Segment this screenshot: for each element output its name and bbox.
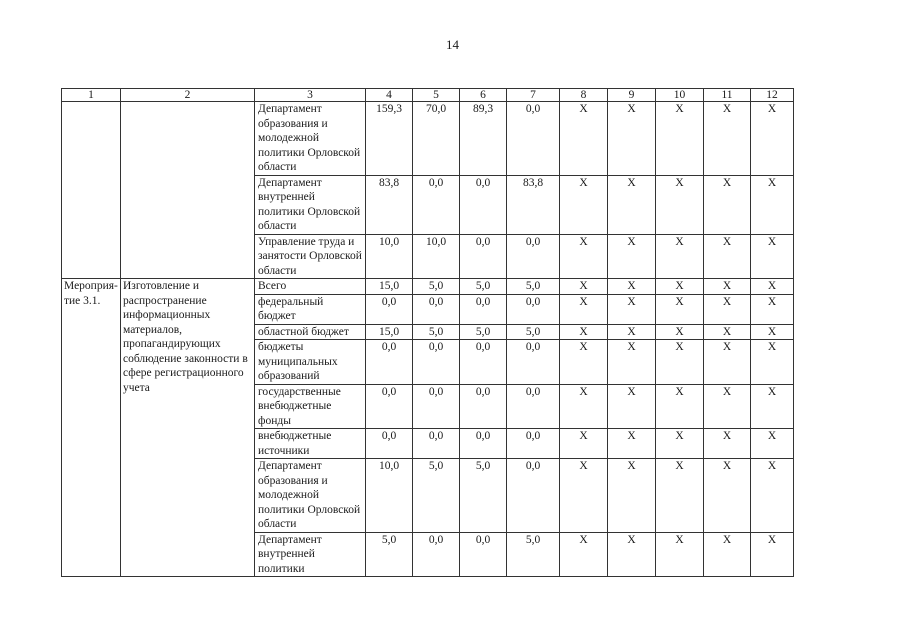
x-mark-cell: Х bbox=[704, 340, 751, 385]
x-mark-cell: Х bbox=[560, 459, 608, 533]
value-col5-cell: 10,0 bbox=[413, 234, 460, 279]
page-number: 14 bbox=[446, 37, 459, 52]
x-mark-cell: Х bbox=[608, 234, 656, 279]
x-mark-cell: Х bbox=[656, 429, 704, 459]
value-col6-cell: 0,0 bbox=[460, 384, 507, 429]
funding-source-cell: Управление труда и занятости Орловской области bbox=[255, 234, 366, 279]
value-col4-cell: 0,0 bbox=[366, 384, 413, 429]
x-mark-cell: Х bbox=[751, 279, 794, 295]
funding-source-cell: государственные внебюджетные фонды bbox=[255, 384, 366, 429]
x-mark-cell: Х bbox=[656, 532, 704, 577]
x-mark-cell: Х bbox=[656, 459, 704, 533]
x-mark-cell: Х bbox=[560, 324, 608, 340]
x-mark-cell: Х bbox=[656, 234, 704, 279]
x-mark-cell: Х bbox=[656, 294, 704, 324]
x-mark-cell: Х bbox=[751, 384, 794, 429]
value-col6-cell: 0,0 bbox=[460, 532, 507, 577]
value-col4-cell: 10,0 bbox=[366, 234, 413, 279]
value-col4-cell: 0,0 bbox=[366, 294, 413, 324]
x-mark-cell: Х bbox=[704, 532, 751, 577]
header-cell: 11 bbox=[704, 89, 751, 102]
x-mark-cell: Х bbox=[560, 340, 608, 385]
funding-source-cell: областной бюджет bbox=[255, 324, 366, 340]
funding-source-cell: федеральный бюджет bbox=[255, 294, 366, 324]
value-col7-cell: 5,0 bbox=[507, 532, 560, 577]
value-col6-cell: 0,0 bbox=[460, 234, 507, 279]
header-cell: 8 bbox=[560, 89, 608, 102]
x-mark-cell: Х bbox=[608, 340, 656, 385]
x-mark-cell: Х bbox=[704, 294, 751, 324]
event-code-cell: Мероприя-тие 3.1. bbox=[62, 279, 121, 577]
x-mark-cell: Х bbox=[751, 532, 794, 577]
x-mark-cell: Х bbox=[608, 324, 656, 340]
header-cell: 6 bbox=[460, 89, 507, 102]
event-title-cell: Изготовление и распространение информационных материалов, пропагандирующих соблюдение законности в сфере регистрационного учета bbox=[121, 279, 255, 577]
value-col6-cell: 0,0 bbox=[460, 175, 507, 234]
value-col5-cell: 0,0 bbox=[413, 429, 460, 459]
event-title-cell-empty bbox=[121, 102, 255, 279]
x-mark-cell: Х bbox=[751, 324, 794, 340]
funding-source-cell: Департамент образования и молодежной политики Орловской области bbox=[255, 102, 366, 176]
x-mark-cell: Х bbox=[704, 429, 751, 459]
value-col6-cell: 0,0 bbox=[460, 294, 507, 324]
header-cell: 4 bbox=[366, 89, 413, 102]
x-mark-cell: Х bbox=[704, 384, 751, 429]
x-mark-cell: Х bbox=[656, 384, 704, 429]
value-col6-cell: 0,0 bbox=[460, 429, 507, 459]
value-col5-cell: 5,0 bbox=[413, 324, 460, 340]
value-col4-cell: 0,0 bbox=[366, 340, 413, 385]
funding-source-cell: Департамент внутренней политики Орловской области bbox=[255, 175, 366, 234]
value-col4-cell: 0,0 bbox=[366, 429, 413, 459]
header-cell: 5 bbox=[413, 89, 460, 102]
x-mark-cell: Х bbox=[608, 429, 656, 459]
header-cell: 7 bbox=[507, 89, 560, 102]
x-mark-cell: Х bbox=[608, 102, 656, 176]
header-row bbox=[62, 89, 794, 102]
header-cell: 1 bbox=[62, 89, 121, 102]
funding-source-cell: бюджеты муниципальных образований bbox=[255, 340, 366, 385]
x-mark-cell: Х bbox=[656, 279, 704, 295]
event-code-cell-empty bbox=[62, 102, 121, 279]
value-col7-cell: 0,0 bbox=[507, 294, 560, 324]
x-mark-cell: Х bbox=[560, 234, 608, 279]
x-mark-cell: Х bbox=[751, 459, 794, 533]
x-mark-cell: Х bbox=[560, 175, 608, 234]
table-row bbox=[62, 279, 794, 295]
value-col4-cell: 159,3 bbox=[366, 102, 413, 176]
x-mark-cell: Х bbox=[608, 532, 656, 577]
x-mark-cell: Х bbox=[560, 294, 608, 324]
x-mark-cell: Х bbox=[751, 102, 794, 176]
x-mark-cell: Х bbox=[704, 324, 751, 340]
x-mark-cell: Х bbox=[704, 459, 751, 533]
funding-source-cell: Департамент внутренней политики bbox=[255, 532, 366, 577]
header-cell: 3 bbox=[255, 89, 366, 102]
value-col4-cell: 10,0 bbox=[366, 459, 413, 533]
x-mark-cell: Х bbox=[704, 234, 751, 279]
x-mark-cell: Х bbox=[656, 324, 704, 340]
x-mark-cell: Х bbox=[751, 340, 794, 385]
x-mark-cell: Х bbox=[608, 279, 656, 295]
value-col6-cell: 5,0 bbox=[460, 459, 507, 533]
value-col7-cell: 0,0 bbox=[507, 384, 560, 429]
value-col6-cell: 0,0 bbox=[460, 340, 507, 385]
x-mark-cell: Х bbox=[751, 294, 794, 324]
value-col7-cell: 0,0 bbox=[507, 102, 560, 176]
value-col7-cell: 5,0 bbox=[507, 324, 560, 340]
x-mark-cell: Х bbox=[656, 175, 704, 234]
header-cell: 10 bbox=[656, 89, 704, 102]
table-row bbox=[62, 102, 794, 176]
x-mark-cell: Х bbox=[704, 102, 751, 176]
x-mark-cell: Х bbox=[704, 279, 751, 295]
value-col7-cell: 0,0 bbox=[507, 340, 560, 385]
value-col6-cell: 5,0 bbox=[460, 279, 507, 295]
x-mark-cell: Х bbox=[751, 429, 794, 459]
value-col4-cell: 83,8 bbox=[366, 175, 413, 234]
value-col4-cell: 5,0 bbox=[366, 532, 413, 577]
x-mark-cell: Х bbox=[560, 532, 608, 577]
header-cell: 2 bbox=[121, 89, 255, 102]
header-cell: 9 bbox=[608, 89, 656, 102]
funding-source-cell: Всего bbox=[255, 279, 366, 295]
funding-source-cell: Департамент образования и молодежной политики Орловской области bbox=[255, 459, 366, 533]
value-col4-cell: 15,0 bbox=[366, 279, 413, 295]
x-mark-cell: Х bbox=[608, 175, 656, 234]
value-col7-cell: 5,0 bbox=[507, 279, 560, 295]
x-mark-cell: Х bbox=[751, 175, 794, 234]
x-mark-cell: Х bbox=[704, 175, 751, 234]
x-mark-cell: Х bbox=[608, 459, 656, 533]
x-mark-cell: Х bbox=[608, 384, 656, 429]
x-mark-cell: Х bbox=[560, 384, 608, 429]
budget-table bbox=[61, 88, 794, 577]
value-col7-cell: 0,0 bbox=[507, 459, 560, 533]
value-col5-cell: 5,0 bbox=[413, 279, 460, 295]
x-mark-cell: Х bbox=[560, 429, 608, 459]
value-col5-cell: 70,0 bbox=[413, 102, 460, 176]
x-mark-cell: Х bbox=[751, 234, 794, 279]
value-col5-cell: 0,0 bbox=[413, 294, 460, 324]
x-mark-cell: Х bbox=[560, 279, 608, 295]
value-col6-cell: 5,0 bbox=[460, 324, 507, 340]
value-col5-cell: 0,0 bbox=[413, 175, 460, 234]
value-col7-cell: 0,0 bbox=[507, 429, 560, 459]
funding-source-cell: внебюджетные источники bbox=[255, 429, 366, 459]
value-col5-cell: 5,0 bbox=[413, 459, 460, 533]
value-col5-cell: 0,0 bbox=[413, 340, 460, 385]
x-mark-cell: Х bbox=[560, 102, 608, 176]
value-col5-cell: 0,0 bbox=[413, 384, 460, 429]
x-mark-cell: Х bbox=[656, 340, 704, 385]
x-mark-cell: Х bbox=[608, 294, 656, 324]
x-mark-cell: Х bbox=[656, 102, 704, 176]
value-col7-cell: 83,8 bbox=[507, 175, 560, 234]
value-col6-cell: 89,3 bbox=[460, 102, 507, 176]
value-col5-cell: 0,0 bbox=[413, 532, 460, 577]
header-cell: 12 bbox=[751, 89, 794, 102]
value-col4-cell: 15,0 bbox=[366, 324, 413, 340]
value-col7-cell: 0,0 bbox=[507, 234, 560, 279]
